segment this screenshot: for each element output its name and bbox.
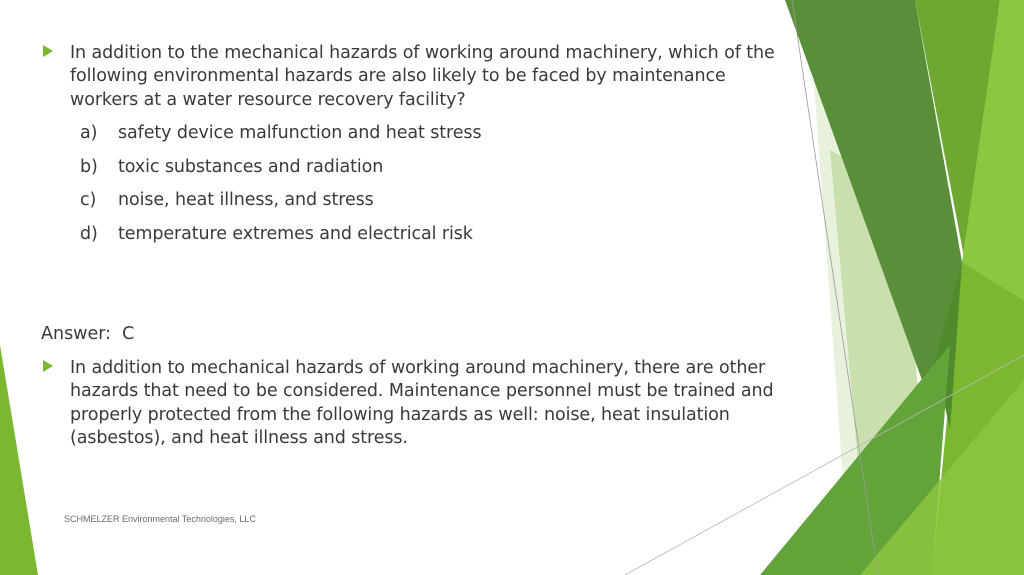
option-d — [0, 223, 800, 246]
footer-text: SCHMELZER Environmental Technologies, LLC — [64, 514, 256, 524]
option-b — [0, 156, 800, 179]
bullet-arrow-icon — [42, 359, 54, 373]
option-c — [0, 189, 800, 212]
explanation-text: In addition to mechanical hazards of working around machinery, there are other hazards that need to be considered. Maintenance personnel must be trained and properly protected from the following hazards as well: noise, heat insulation (asbestos), and heat illness and stress. — [70, 358, 774, 448]
option-a — [0, 122, 800, 145]
answer-label: Answer: C — [41, 324, 135, 344]
question-text: In addition to the mechanical hazards of working around machinery, which of the following environmental hazards are also likely to be faced by maintenance workers at a water resource recovery facility? — [70, 43, 775, 110]
option-letter: b) — [80, 157, 98, 177]
option-text: toxic substances and radiation — [118, 157, 384, 177]
option-letter: a) — [80, 123, 98, 143]
option-text: safety device malfunction and heat stress — [118, 123, 482, 143]
option-text: noise, heat illness, and stress — [118, 190, 374, 210]
option-letter: d) — [80, 224, 98, 244]
bullet-arrow-icon — [42, 44, 54, 58]
option-letter: c) — [80, 190, 97, 210]
option-text: temperature extremes and electrical risk — [118, 224, 473, 244]
